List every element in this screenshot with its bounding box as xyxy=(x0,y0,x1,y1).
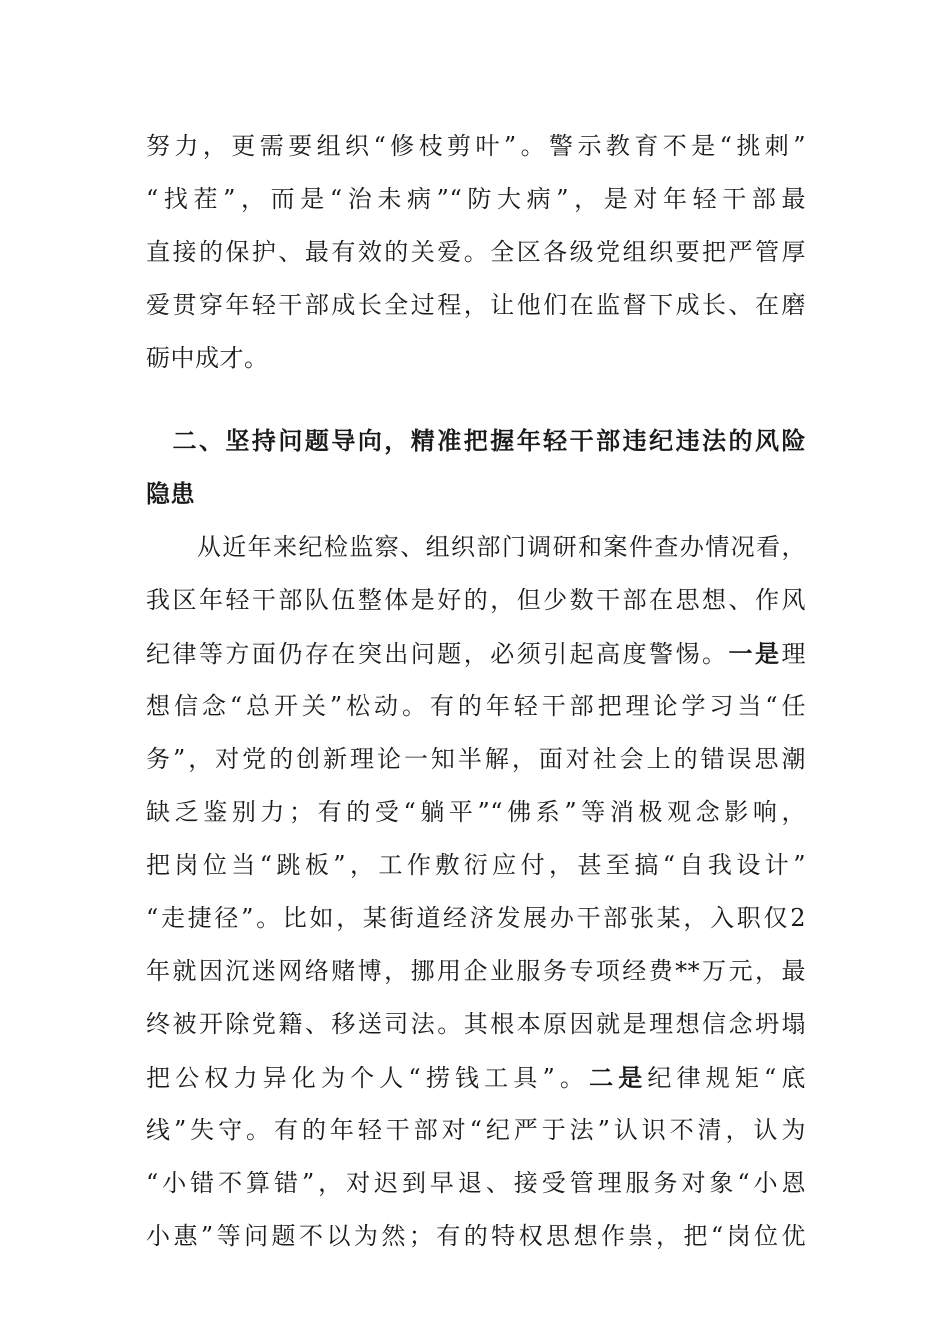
text-line: 小惠”等问题不以为然；有的特权思想作祟，把“岗位优 xyxy=(146,1222,806,1250)
spacer xyxy=(146,385,806,415)
text-line: 年就因沉迷网络赌博，挪用企业服务专项经费**万元，最 xyxy=(146,957,806,985)
heading-line: 隐患 xyxy=(146,480,195,508)
text-line xyxy=(146,1051,806,1104)
text-line: 想信念“总开关”松动。有的年轻干部把理论学习当“任 xyxy=(146,692,806,720)
text-line: 爱贯穿年轻干部成长全过程，让他们在监督下成长、在磨 xyxy=(146,291,806,319)
text-line: 缺乏鉴别力；有的受“躺平”“佛系”等消极观念影响， xyxy=(146,798,806,826)
text-line: 我区年轻干部队伍整体是好的，但少数干部在思想、作风 xyxy=(146,586,806,614)
text-segment: 理 xyxy=(781,640,807,668)
paragraph-2 xyxy=(146,521,806,1263)
text-line: 从近年来纪检监察、组织部门调研和案件查办情况看， xyxy=(146,533,806,561)
text-line xyxy=(146,627,806,680)
text-segment: 纪律等方面仍存在突出问题，必须引起高度警惕。 xyxy=(146,640,729,668)
text-line: 把岗位当“跳板”，工作敷衍应付，甚至搞“自我设计” xyxy=(146,851,806,879)
paragraph-1 xyxy=(146,120,806,385)
text-line: 线”失守。有的年轻干部对“纪严于法”认识不清，认为 xyxy=(146,1116,806,1144)
text-segment: 纪律规矩“底 xyxy=(647,1064,806,1092)
text-line: 努力，更需要组织“修枝剪叶”。警示教育不是“挑刺” xyxy=(146,132,806,160)
heading-line: 二、坚持问题导向，精准把握年轻干部违纪违法的风险 xyxy=(146,427,806,455)
bold-marker: 二是 xyxy=(589,1063,648,1092)
text-line: “小错不算错”，对迟到早退、接受管理服务对象“小恩 xyxy=(146,1169,806,1197)
section-heading xyxy=(146,415,806,521)
text-line: 砺中成才。 xyxy=(146,344,269,372)
document-body xyxy=(146,120,806,1263)
text-line: 终被开除党籍、移送司法。其根本原因就是理想信念坍塌 xyxy=(146,1010,806,1038)
bold-marker: 一是 xyxy=(728,639,782,668)
text-line: “找茬”，而是“治未病”“防大病”，是对年轻干部最 xyxy=(146,185,806,213)
text-line: 直接的保护、最有效的关爱。全区各级党组织要把严管厚 xyxy=(146,238,806,266)
text-line: 务”，对党的创新理论一知半解，面对社会上的错误思潮 xyxy=(146,745,806,773)
text-line: “走捷径”。比如，某街道经济发展办干部张某，入职仅2 xyxy=(146,904,806,932)
text-segment: 把公权力异化为个人“捞钱工具”。 xyxy=(146,1064,590,1092)
